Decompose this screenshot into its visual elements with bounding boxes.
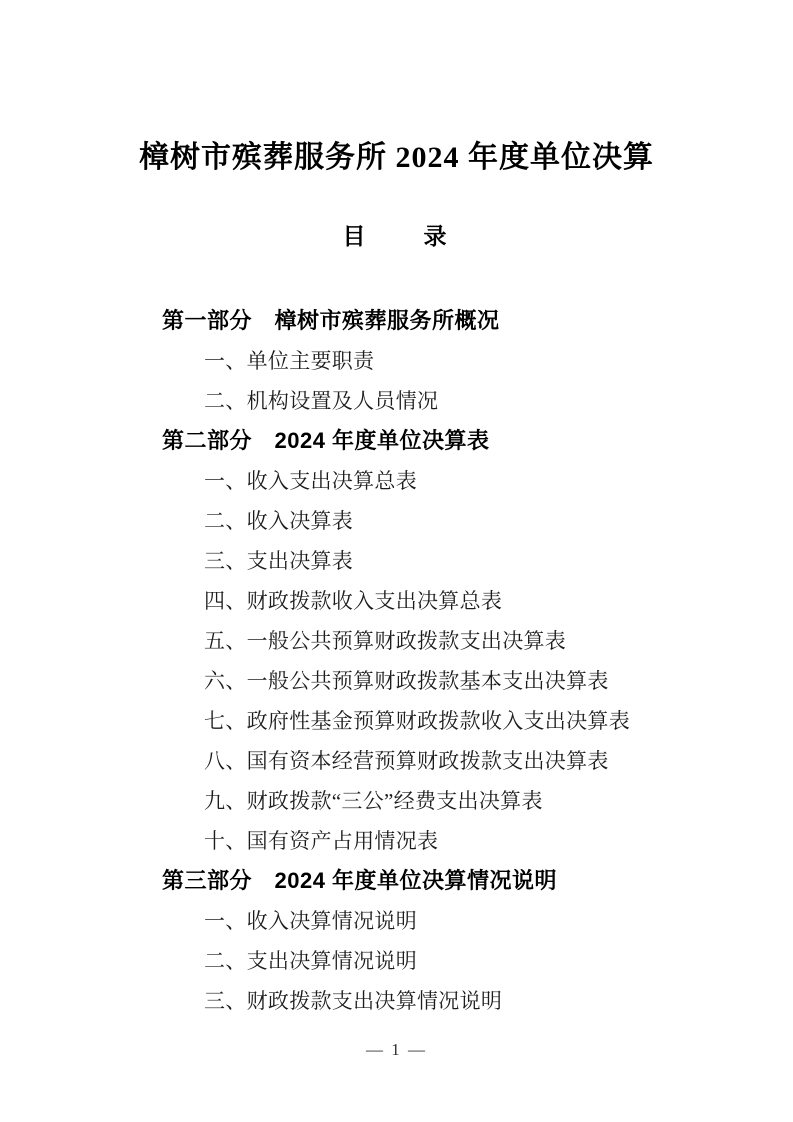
toc-section-3-heading: 第三部分 2024 年度单位决算情况说明 xyxy=(162,868,558,893)
toc-entry: 八、国有资本经营预算财政拨款支出决算表 xyxy=(204,749,609,773)
toc-entry: 六、一般公共预算财政拨款基本支出决算表 xyxy=(204,669,609,693)
toc-section-2-heading: 第二部分 2024 年度单位决算表 xyxy=(162,428,490,453)
toc-entry: 九、财政拨款“三公”经费支出决算表 xyxy=(204,789,543,813)
toc-entry: 一、收入支出决算总表 xyxy=(204,469,417,493)
page-number: — 1 — xyxy=(366,1040,427,1059)
toc-entry: 四、财政拨款收入支出决算总表 xyxy=(204,589,503,613)
toc-entry: 二、收入决算表 xyxy=(204,509,354,533)
document-title: 樟树市殡葬服务所 2024 年度单位决算 xyxy=(139,141,654,174)
toc-entry: 三、支出决算表 xyxy=(204,549,354,573)
toc-entry: 十、国有资产占用情况表 xyxy=(204,829,439,853)
toc-entry: 一、单位主要职责 xyxy=(204,349,375,373)
toc-heading: 目 录 xyxy=(342,224,451,249)
toc-entry: 五、一般公共预算财政拨款支出决算表 xyxy=(204,629,567,653)
toc-entry: 三、财政拨款支出决算情况说明 xyxy=(204,989,503,1013)
toc-entry: 二、支出决算情况说明 xyxy=(204,949,417,973)
toc-entry: 二、机构设置及人员情况 xyxy=(204,389,439,413)
toc-entry: 一、收入决算情况说明 xyxy=(204,909,417,933)
toc-list xyxy=(0,301,793,1021)
toc-entry: 七、政府性基金预算财政拨款收入支出决算表 xyxy=(204,709,630,733)
toc-section-1-heading: 第一部分 樟树市殡葬服务所概况 xyxy=(162,308,500,333)
